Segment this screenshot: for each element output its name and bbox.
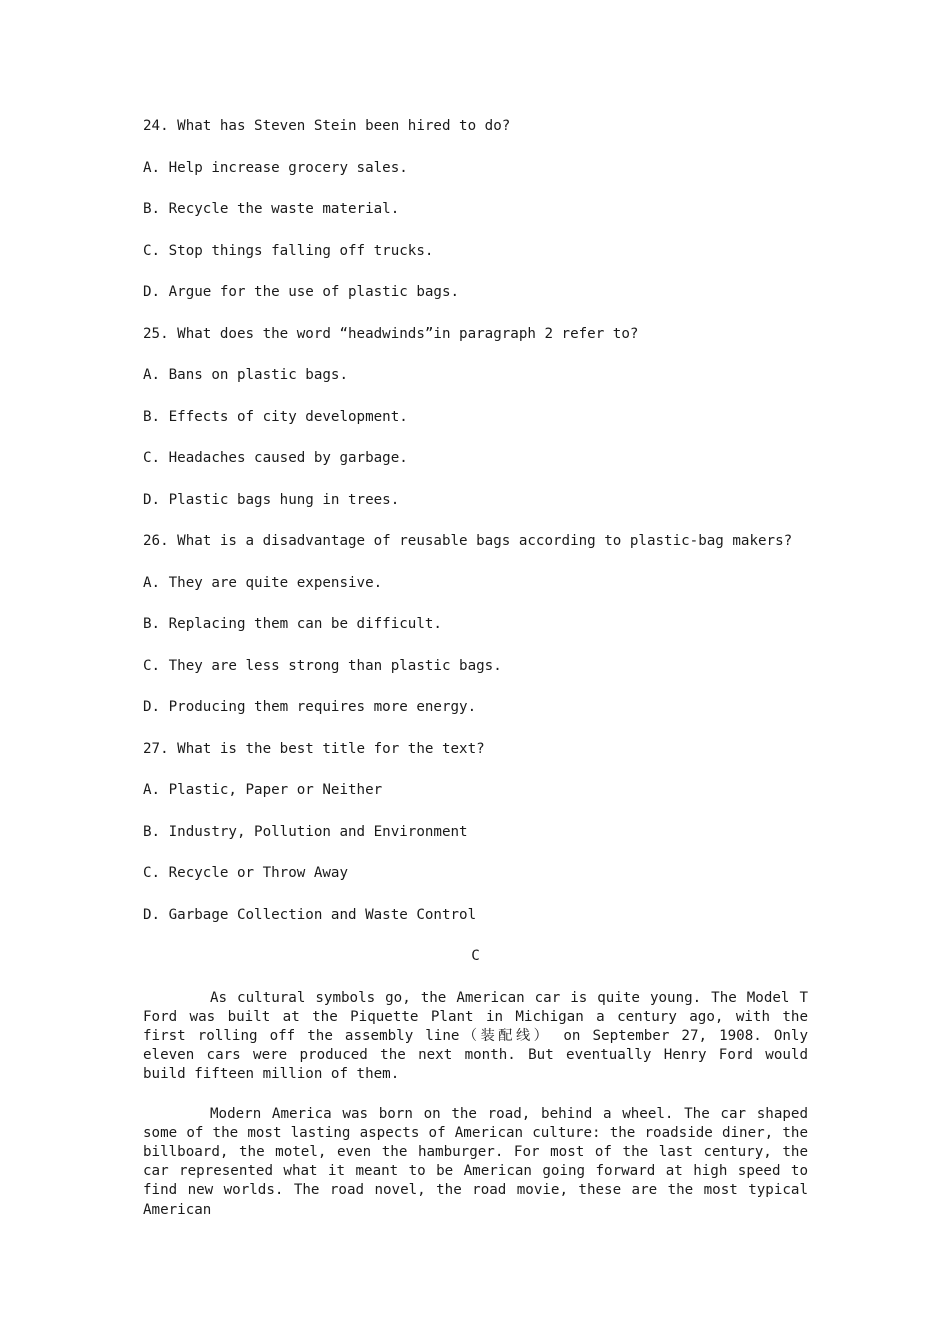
option-c: C. Stop things falling off trucks. [143,242,434,259]
option-b: B. Recycle the waste material. [143,201,400,217]
option-d: D. Plastic bags hung in trees. [143,491,400,508]
question-24 [143,117,808,302]
option-d: D. Garbage Collection and Waste Control [143,906,477,923]
option-c: C. They are less strong than plastic bags. [143,657,502,674]
option-a: A. Help increase grocery sales. [143,159,408,176]
option-d: D. Producing them requires more energy. [143,699,477,715]
document-page [143,117,808,1240]
passage-paragraph: Modern America was born on the road, behind a wheel. The car shaped some of the most lasting aspects of American culture: the roadside diner, the billboard, the motel, even the hamburger. For most of the last century, the car represented what it meant to be American going forward at high speed to find new worlds. The road novel, the road movie, these are the most typical American [143,1105,808,1218]
question-stem: 25. What does the word “headwinds”in paragraph 2 refer to? [143,325,639,342]
question-stem: 26. What is a disadvantage of reusable bags according to plastic-bag makers? [143,533,793,549]
option-b: B. Effects of city development. [143,408,408,425]
question-26 [143,532,808,717]
option-b: B. Replacing them can be difficult. [143,616,442,632]
option-c: C. Headaches caused by garbage. [143,450,408,466]
section-heading: C [471,948,480,964]
option-a: A. Plastic, Paper or Neither [143,782,383,798]
question-stem: 24. What has Steven Stein been hired to do? [143,118,511,134]
question-stem: 27. What is the best title for the text? [143,740,485,757]
option-b: B. Industry, Pollution and Environment [143,823,468,840]
option-a: A. Bans on plastic bags. [143,367,348,383]
question-25 [143,325,808,510]
option-c: C. Recycle or Throw Away [143,865,348,881]
passage-paragraph: As cultural symbols go, the American car is quite young. The Model T Ford was built at the Piquette Plant in Michigan a century ago, with the first rolling off the assembly line（装配线） on September 27, 1908. Only eleven cars were produced the next month. But eventually Henry Ford would build fifteen million of them. [143,989,808,1083]
question-27 [143,740,808,925]
option-d: D. Argue for the use of plastic bags. [143,284,460,300]
option-a: A. They are quite expensive. [143,574,383,591]
